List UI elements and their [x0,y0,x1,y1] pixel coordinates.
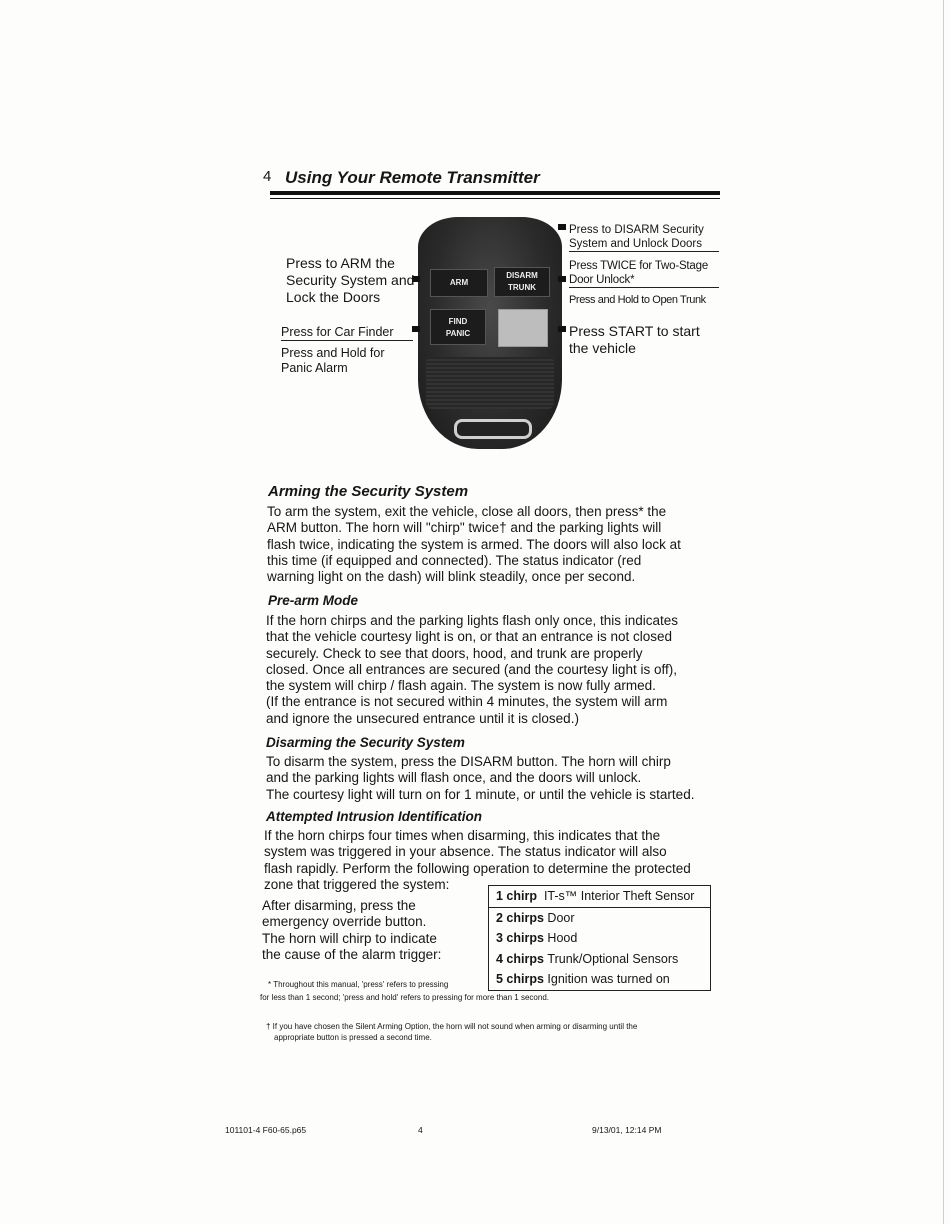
chirp-count: 5 chirps [496,972,544,987]
text-line: system was triggered in your absence. The status indicator will also [264,844,667,860]
chirp-row [489,886,710,908]
text-line: The courtesy light will turn on for 1 minute, or until the vehicle is started. [266,786,695,802]
text-line: the cause of the alarm trigger: [262,946,442,962]
chirp-count: 2 chirps [496,910,544,925]
chirp-row [489,908,710,929]
start-callout [569,323,700,357]
page-number: 4 [263,168,272,185]
car-finder-callout: Press for Car Finder [281,324,413,341]
text-line: and the parking lights will flash once, and the doors will unlock. [266,770,642,786]
disarm-callout-line: Press to DISARM Security [569,224,704,236]
key-ring-slot [454,419,532,439]
chirp-meaning: Door [547,910,575,925]
chirp-count: 4 chirps [496,951,544,966]
text-line: closed. Once all entrances are secured (and the courtesy light is off), [266,661,677,677]
press-footnote-line: * Throughout this manual, 'press' refers to pressing [268,980,449,989]
text-line: ARM button. The horn will "chirp" twice† and the parking lights will [267,520,662,536]
text-line: emergency override button. [262,914,427,930]
text-line: (If the entrance is not secured within 4 minutes, the system will arm [266,694,668,710]
override-paragraph [262,898,482,963]
callout-pointer [558,276,566,282]
prearm-paragraph [266,613,716,727]
panic-callout-line: Press and Hold for [281,346,385,360]
intrusion-heading: Attempted Intrusion Identification [266,809,482,824]
start-callout-line: the vehicle [569,340,636,356]
text-line: If the horn chirps four times when disarming, this indicates that the [264,828,661,843]
text-line: and ignore the unsecured entrance until it is closed.) [266,710,579,726]
intrusion-paragraph [264,828,714,893]
footnote-line: † If you have chosen the Silent Arming Option, the horn will not sound when arming or disarming until the [266,1022,638,1031]
arm-callout-line: Lock the Doors [286,289,381,305]
header-rule-thin [270,198,720,199]
text-line: the system will chirp / flash again. The system is now fully armed. [266,678,656,694]
arm-button-illustration [430,269,488,297]
panic-callout [281,346,385,376]
callout-pointer [558,224,566,230]
page-title: Using Your Remote Transmitter [285,168,540,187]
find-label: FIND [448,317,468,326]
chirp-count: 3 chirps [496,931,544,946]
footer-page-number: 4 [418,1125,423,1135]
arming-heading: Arming the Security System [268,483,469,500]
press-footnote-line: for less than 1 second; 'press and hold' refers to pressing for more than 1 second. [260,993,549,1002]
chirp-meaning: Hood [547,931,578,946]
remote-transmitter-illustration [418,217,562,449]
footer-filename: 101101-4 F60-65.p65 [225,1125,307,1135]
text-line: warning light on the dash) will blink steadily, once per second. [267,569,636,585]
chirp-row [489,949,710,970]
arm-callout-line: Security System and [286,272,415,288]
text-line: If the horn chirps and the parking lights flash only once, this indicates [266,613,678,628]
arming-paragraph [267,504,717,585]
disarm-callout [569,223,719,252]
text-line: securely. Check to see that doors, hood, and trunk are properly [266,645,643,661]
find-panic-button-illustration [430,309,486,345]
footer-timestamp: 9/13/01, 12:14 PM [592,1125,662,1135]
text-line: zone that triggered the system: [264,876,450,892]
two-stage-callout-line: Press TWICE for Two-Stage [569,260,709,272]
callout-pointer [412,326,420,332]
silent-arming-footnote [266,1021,637,1043]
chirp-row [489,969,710,990]
disarm-button-illustration [494,267,550,297]
disarming-heading: Disarming the Security System [266,735,465,750]
chirp-count: 1 chirp [496,889,537,903]
trunk-callout: Press and Hold to Open Trunk [569,294,706,306]
text-line: flash twice, indicating the system is armed. The doors will also lock at [267,536,681,552]
prearm-heading: Pre-arm Mode [268,593,359,608]
two-stage-unlock-callout [569,259,719,288]
text-line: To disarm the system, press the DISARM button. The horn will chirp [266,754,671,769]
text-line: this time (if equipped and connected). The status indicator (red [267,552,642,568]
arm-callout-line: Press to ARM the [286,255,395,271]
footnote-line: appropriate button is pressed a second time. [274,1033,432,1042]
chirp-meaning: Trunk/Optional Sensors [547,951,679,966]
arm-callout [286,255,414,306]
remote-grip [426,357,554,409]
disarm-callout-line: System and Unlock Doors [569,238,702,250]
text-line: that the vehicle courtesy light is on, or that an entrance is not closed [266,629,672,645]
start-callout-line: Press START to start [569,323,700,339]
trunk-label: TRUNK [508,283,536,292]
chirp-code-table [488,885,711,991]
text-line: The horn will chirp to indicate [262,930,437,946]
two-stage-callout-line: Door Unlock* [569,274,635,286]
text-line: flash rapidly. Perform the following operation to determine the protected [264,860,691,876]
disarming-paragraph [266,754,716,803]
chirp-meaning: IT-s™ Interior Theft Sensor [543,889,695,903]
chirp-meaning: Ignition was turned on [547,972,670,987]
callout-pointer [558,326,566,332]
text-line: After disarming, press the [262,898,416,913]
panic-label: PANIC [445,329,471,338]
chirp-row [489,928,710,949]
header-rule [270,191,720,195]
disarm-label: DISARM [506,271,538,280]
start-button-illustration [498,309,548,347]
text-line: To arm the system, exit the vehicle, close all doors, then press* the [267,504,667,519]
panic-callout-line: Panic Alarm [281,361,348,375]
arm-label: ARM [449,278,469,287]
page-edge [943,0,944,1224]
